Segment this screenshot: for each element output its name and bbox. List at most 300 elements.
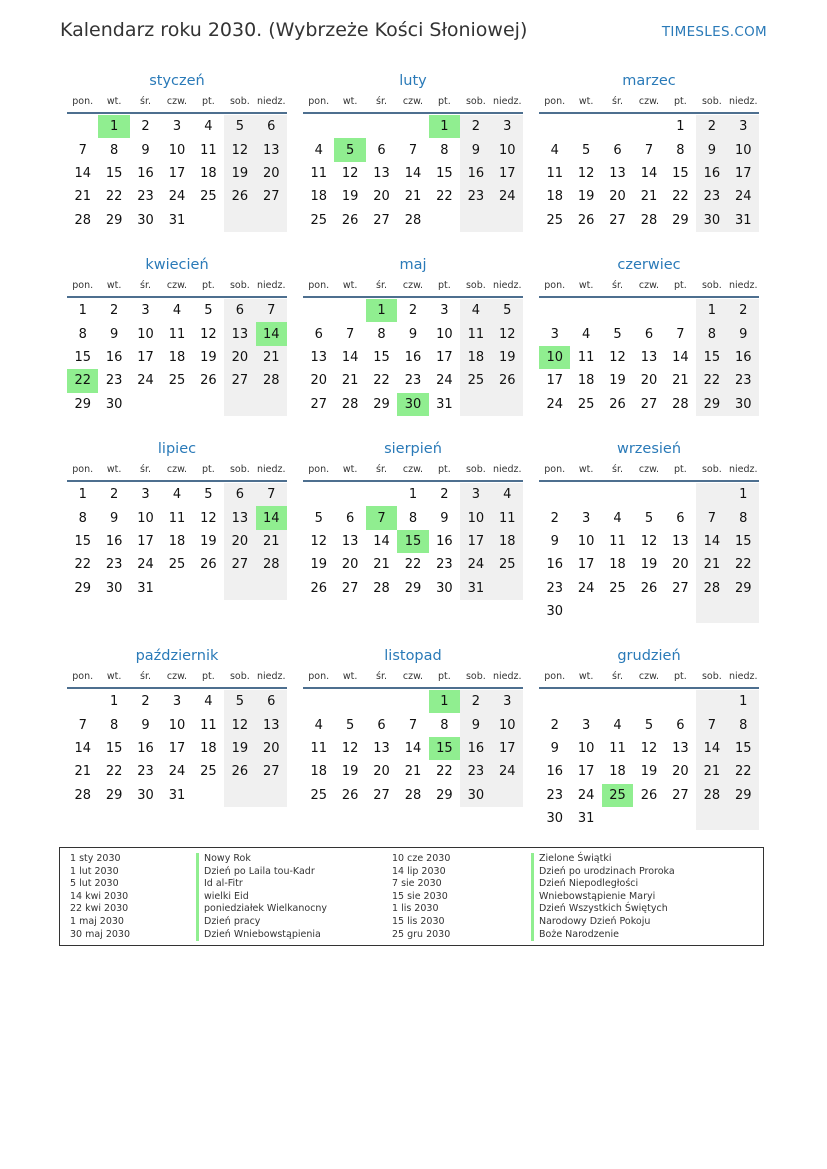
day-cell[interactable]: 12 xyxy=(341,740,359,756)
day-cell[interactable]: 21 xyxy=(341,373,359,389)
day-cell[interactable]: 11 xyxy=(546,165,563,181)
day-cell[interactable]: 9 xyxy=(460,138,491,161)
day-cell[interactable]: 19 xyxy=(224,737,255,760)
day-cell[interactable]: 21 xyxy=(696,760,727,783)
day-cell[interactable]: 29 xyxy=(728,577,759,600)
day-cell[interactable]: 15 xyxy=(429,737,460,760)
day-cell[interactable]: 30 xyxy=(728,393,759,416)
day-cell[interactable]: 7 xyxy=(256,483,287,506)
day-cell[interactable]: 8 xyxy=(676,142,685,158)
day-cell[interactable]: 4 xyxy=(204,694,213,710)
day-cell[interactable]: 25 xyxy=(609,580,626,596)
day-cell[interactable]: 30 xyxy=(696,209,727,232)
day-cell[interactable]: 28 xyxy=(256,553,287,576)
day-cell[interactable]: 1 xyxy=(696,299,727,322)
day-cell[interactable]: 1 xyxy=(78,303,87,319)
day-cell[interactable]: 15 xyxy=(728,530,759,553)
day-cell[interactable]: 13 xyxy=(373,740,390,756)
day-cell[interactable]: 28 xyxy=(404,787,422,803)
day-cell[interactable]: 20 xyxy=(256,162,287,185)
day-cell[interactable]: 10 xyxy=(137,510,154,526)
day-cell[interactable]: 22 xyxy=(74,557,91,573)
day-cell[interactable]: 3 xyxy=(492,115,523,138)
day-cell[interactable]: 27 xyxy=(373,787,390,803)
day-cell[interactable]: 8 xyxy=(377,326,386,342)
day-cell[interactable]: 18 xyxy=(200,740,217,756)
day-cell[interactable]: 21 xyxy=(404,764,422,780)
day-cell[interactable]: 12 xyxy=(577,165,595,181)
day-cell[interactable]: 3 xyxy=(492,690,523,713)
day-cell[interactable]: 12 xyxy=(224,138,255,161)
day-cell[interactable]: 24 xyxy=(728,185,759,208)
day-cell[interactable]: 22 xyxy=(373,373,390,389)
day-cell[interactable]: 7 xyxy=(78,717,87,733)
day-cell[interactable]: 1 xyxy=(728,690,759,713)
day-cell[interactable]: 6 xyxy=(676,717,685,733)
day-cell[interactable]: 3 xyxy=(141,487,150,503)
day-cell[interactable]: 29 xyxy=(728,784,759,807)
day-cell[interactable]: 4 xyxy=(613,717,622,733)
day-cell[interactable]: 5 xyxy=(644,510,654,526)
day-cell[interactable]: 26 xyxy=(577,212,595,228)
day-cell[interactable]: 23 xyxy=(728,369,759,392)
day-cell[interactable]: 25 xyxy=(492,553,523,576)
day-cell[interactable]: 6 xyxy=(644,326,654,342)
day-cell[interactable]: 29 xyxy=(105,787,123,803)
day-cell[interactable]: 5 xyxy=(345,717,355,733)
day-cell[interactable]: 13 xyxy=(609,165,626,181)
day-cell[interactable]: 28 xyxy=(74,212,91,228)
day-cell[interactable]: 1 xyxy=(728,483,759,506)
day-cell[interactable]: 14 xyxy=(404,740,422,756)
day-cell[interactable]: 10 xyxy=(168,717,186,733)
day-cell[interactable]: 23 xyxy=(546,580,563,596)
day-cell[interactable]: 14 xyxy=(341,349,359,365)
day-cell[interactable]: 21 xyxy=(404,189,422,205)
day-cell[interactable]: 17 xyxy=(168,740,186,756)
day-cell[interactable]: 9 xyxy=(141,142,150,158)
day-cell[interactable]: 6 xyxy=(256,115,287,138)
day-cell[interactable]: 25 xyxy=(546,212,563,228)
day-cell[interactable]: 26 xyxy=(640,580,658,596)
day-cell[interactable]: 9 xyxy=(728,322,759,345)
day-cell[interactable]: 24 xyxy=(137,557,154,573)
day-cell[interactable]: 8 xyxy=(728,506,759,529)
day-cell[interactable]: 10 xyxy=(492,138,523,161)
day-cell[interactable]: 15 xyxy=(436,165,453,181)
day-cell[interactable]: 2 xyxy=(460,115,491,138)
day-cell[interactable]: 24 xyxy=(168,764,186,780)
day-cell[interactable]: 16 xyxy=(546,557,563,573)
day-cell[interactable]: 27 xyxy=(672,787,689,803)
day-cell[interactable]: 7 xyxy=(345,326,355,342)
day-cell[interactable]: 14 xyxy=(696,530,727,553)
day-cell[interactable]: 30 xyxy=(460,784,491,807)
day-cell[interactable]: 11 xyxy=(609,533,626,549)
day-cell[interactable]: 18 xyxy=(168,349,186,365)
day-cell[interactable]: 13 xyxy=(341,533,359,549)
day-cell[interactable]: 4 xyxy=(172,487,182,503)
day-cell[interactable]: 5 xyxy=(314,510,323,526)
day-cell[interactable]: 24 xyxy=(577,580,595,596)
day-cell[interactable]: 3 xyxy=(581,717,591,733)
day-cell[interactable]: 18 xyxy=(546,189,563,205)
day-cell[interactable]: 21 xyxy=(74,189,91,205)
day-cell[interactable]: 7 xyxy=(256,299,287,322)
day-cell[interactable]: 12 xyxy=(310,533,327,549)
day-cell[interactable]: 19 xyxy=(341,764,359,780)
day-cell[interactable]: 6 xyxy=(224,483,255,506)
day-cell[interactable]: 6 xyxy=(676,510,685,526)
day-cell[interactable]: 23 xyxy=(105,373,123,389)
day-cell[interactable]: 13 xyxy=(672,533,689,549)
day-cell[interactable]: 16 xyxy=(728,346,759,369)
day-cell[interactable]: 3 xyxy=(141,303,150,319)
day-cell[interactable]: 11 xyxy=(492,506,523,529)
day-cell[interactable]: 7 xyxy=(408,717,418,733)
day-cell[interactable]: 15 xyxy=(373,349,390,365)
day-cell[interactable]: 12 xyxy=(224,713,255,736)
day-cell[interactable]: 13 xyxy=(672,740,689,756)
day-cell[interactable]: 18 xyxy=(310,189,327,205)
day-cell[interactable]: 1 xyxy=(429,115,460,138)
day-cell[interactable]: 8 xyxy=(78,510,87,526)
day-cell[interactable]: 31 xyxy=(460,577,491,600)
day-cell[interactable]: 22 xyxy=(67,369,98,392)
day-cell[interactable]: 15 xyxy=(397,530,428,553)
day-cell[interactable]: 11 xyxy=(310,740,327,756)
day-cell[interactable]: 10 xyxy=(577,533,595,549)
day-cell[interactable]: 8 xyxy=(109,142,119,158)
day-cell[interactable]: 23 xyxy=(460,760,491,783)
day-cell[interactable]: 16 xyxy=(137,740,154,756)
day-cell[interactable]: 2 xyxy=(141,119,150,135)
day-cell[interactable]: 23 xyxy=(460,185,491,208)
day-cell[interactable]: 19 xyxy=(200,349,217,365)
day-cell[interactable]: 25 xyxy=(200,764,217,780)
day-cell[interactable]: 26 xyxy=(492,369,523,392)
day-cell[interactable]: 6 xyxy=(377,142,386,158)
day-cell[interactable]: 18 xyxy=(310,764,327,780)
day-cell[interactable]: 29 xyxy=(105,212,123,228)
day-cell[interactable]: 8 xyxy=(109,717,119,733)
day-cell[interactable]: 8 xyxy=(440,717,449,733)
day-cell[interactable]: 19 xyxy=(341,189,359,205)
day-cell[interactable]: 27 xyxy=(310,396,327,412)
day-cell[interactable]: 17 xyxy=(492,737,523,760)
day-cell[interactable]: 15 xyxy=(728,737,759,760)
day-cell[interactable]: 14 xyxy=(74,165,91,181)
day-cell[interactable]: 4 xyxy=(460,299,491,322)
day-cell[interactable]: 18 xyxy=(609,557,626,573)
day-cell[interactable]: 14 xyxy=(696,737,727,760)
day-cell[interactable]: 25 xyxy=(602,784,633,807)
day-cell[interactable]: 4 xyxy=(314,717,323,733)
day-cell[interactable]: 9 xyxy=(109,510,119,526)
day-cell[interactable]: 25 xyxy=(310,212,327,228)
day-cell[interactable]: 9 xyxy=(109,326,119,342)
day-cell[interactable]: 18 xyxy=(168,533,186,549)
day-cell[interactable]: 7 xyxy=(408,142,418,158)
day-cell[interactable]: 28 xyxy=(256,369,287,392)
day-cell[interactable]: 18 xyxy=(460,346,491,369)
day-cell[interactable]: 17 xyxy=(436,349,453,365)
day-cell[interactable]: 5 xyxy=(204,303,213,319)
day-cell[interactable]: 4 xyxy=(314,142,323,158)
day-cell[interactable]: 3 xyxy=(581,510,591,526)
day-cell[interactable]: 8 xyxy=(728,713,759,736)
day-cell[interactable]: 7 xyxy=(644,142,654,158)
day-cell[interactable]: 24 xyxy=(137,373,154,389)
day-cell[interactable]: 21 xyxy=(696,553,727,576)
day-cell[interactable]: 17 xyxy=(137,533,154,549)
day-cell[interactable]: 19 xyxy=(640,557,658,573)
day-cell[interactable]: 4 xyxy=(550,142,559,158)
day-cell[interactable]: 24 xyxy=(492,185,523,208)
day-cell[interactable]: 8 xyxy=(696,322,727,345)
day-cell[interactable]: 16 xyxy=(105,349,123,365)
day-cell[interactable]: 2 xyxy=(141,694,150,710)
day-cell[interactable]: 10 xyxy=(728,138,759,161)
day-cell[interactable]: 1 xyxy=(98,115,129,138)
day-cell[interactable]: 29 xyxy=(672,212,689,228)
day-cell[interactable]: 9 xyxy=(440,510,449,526)
day-cell[interactable]: 23 xyxy=(546,787,563,803)
day-cell[interactable]: 1 xyxy=(109,694,119,710)
day-cell[interactable]: 27 xyxy=(341,580,359,596)
day-cell[interactable]: 5 xyxy=(613,326,622,342)
day-cell[interactable]: 15 xyxy=(672,165,689,181)
day-cell[interactable]: 5 xyxy=(204,487,213,503)
day-cell[interactable]: 28 xyxy=(672,396,689,412)
day-cell[interactable]: 21 xyxy=(256,530,287,553)
day-cell[interactable]: 11 xyxy=(200,717,217,733)
day-cell[interactable]: 8 xyxy=(408,510,418,526)
day-cell[interactable]: 16 xyxy=(546,764,563,780)
day-cell[interactable]: 2 xyxy=(550,510,559,526)
day-cell[interactable]: 17 xyxy=(546,373,563,389)
day-cell[interactable]: 31 xyxy=(137,580,154,596)
day-cell[interactable]: 20 xyxy=(341,557,359,573)
day-cell[interactable]: 16 xyxy=(404,349,422,365)
day-cell[interactable]: 29 xyxy=(373,396,390,412)
day-cell[interactable]: 27 xyxy=(256,185,287,208)
day-cell[interactable]: 17 xyxy=(577,764,595,780)
day-cell[interactable]: 9 xyxy=(408,326,418,342)
day-cell[interactable]: 11 xyxy=(609,740,626,756)
day-cell[interactable]: 10 xyxy=(436,326,453,342)
day-cell[interactable]: 23 xyxy=(696,185,727,208)
day-cell[interactable]: 31 xyxy=(577,811,595,827)
day-cell[interactable]: 29 xyxy=(74,580,91,596)
day-cell[interactable]: 7 xyxy=(366,506,397,529)
day-cell[interactable]: 5 xyxy=(224,690,255,713)
day-cell[interactable]: 27 xyxy=(224,369,255,392)
day-cell[interactable]: 4 xyxy=(613,510,622,526)
day-cell[interactable]: 2 xyxy=(109,487,119,503)
day-cell[interactable]: 30 xyxy=(105,580,123,596)
day-cell[interactable]: 11 xyxy=(310,165,327,181)
day-cell[interactable]: 20 xyxy=(609,189,626,205)
day-cell[interactable]: 26 xyxy=(341,212,359,228)
day-cell[interactable]: 20 xyxy=(256,737,287,760)
day-cell[interactable]: 5 xyxy=(224,115,255,138)
day-cell[interactable]: 30 xyxy=(546,604,563,620)
day-cell[interactable]: 29 xyxy=(436,787,453,803)
day-cell[interactable]: 13 xyxy=(373,165,390,181)
day-cell[interactable]: 9 xyxy=(550,533,559,549)
day-cell[interactable]: 7 xyxy=(78,142,87,158)
day-cell[interactable]: 7 xyxy=(676,326,685,342)
day-cell[interactable]: 11 xyxy=(168,326,186,342)
day-cell[interactable]: 20 xyxy=(672,557,689,573)
day-cell[interactable]: 3 xyxy=(172,694,182,710)
day-cell[interactable]: 22 xyxy=(404,557,422,573)
day-cell[interactable]: 6 xyxy=(314,326,323,342)
day-cell[interactable]: 10 xyxy=(460,506,491,529)
day-cell[interactable]: 14 xyxy=(640,165,658,181)
day-cell[interactable]: 24 xyxy=(492,760,523,783)
day-cell[interactable]: 2 xyxy=(460,690,491,713)
day-cell[interactable]: 1 xyxy=(78,487,87,503)
day-cell[interactable]: 8 xyxy=(78,326,87,342)
day-cell[interactable]: 12 xyxy=(492,322,523,345)
day-cell[interactable]: 2 xyxy=(728,299,759,322)
day-cell[interactable]: 29 xyxy=(696,393,727,416)
day-cell[interactable]: 26 xyxy=(224,185,255,208)
day-cell[interactable]: 3 xyxy=(460,483,491,506)
day-cell[interactable]: 16 xyxy=(696,162,727,185)
day-cell[interactable]: 14 xyxy=(672,349,689,365)
day-cell[interactable]: 24 xyxy=(436,373,453,389)
day-cell[interactable]: 10 xyxy=(168,142,186,158)
day-cell[interactable]: 22 xyxy=(728,760,759,783)
day-cell[interactable]: 1 xyxy=(366,299,397,322)
day-cell[interactable]: 6 xyxy=(256,690,287,713)
day-cell[interactable]: 13 xyxy=(640,349,658,365)
day-cell[interactable]: 16 xyxy=(105,533,123,549)
day-cell[interactable]: 21 xyxy=(373,557,390,573)
day-cell[interactable]: 27 xyxy=(640,396,658,412)
day-cell[interactable]: 3 xyxy=(440,303,449,319)
day-cell[interactable]: 2 xyxy=(550,717,559,733)
day-cell[interactable]: 27 xyxy=(672,580,689,596)
day-cell[interactable]: 21 xyxy=(672,373,689,389)
day-cell[interactable]: 9 xyxy=(141,717,150,733)
day-cell[interactable]: 23 xyxy=(137,764,154,780)
day-cell[interactable]: 24 xyxy=(577,787,595,803)
day-cell[interactable]: 18 xyxy=(200,165,217,181)
day-cell[interactable]: 28 xyxy=(74,787,91,803)
day-cell[interactable]: 18 xyxy=(577,373,595,389)
day-cell[interactable]: 29 xyxy=(74,396,91,412)
day-cell[interactable]: 2 xyxy=(408,303,418,319)
day-cell[interactable]: 6 xyxy=(345,510,355,526)
day-cell[interactable]: 17 xyxy=(137,349,154,365)
day-cell[interactable]: 26 xyxy=(640,787,658,803)
day-cell[interactable]: 31 xyxy=(728,209,759,232)
day-cell[interactable]: 28 xyxy=(341,396,359,412)
day-cell[interactable]: 2 xyxy=(109,303,119,319)
day-cell[interactable]: 31 xyxy=(168,212,186,228)
day-cell[interactable]: 10 xyxy=(137,326,154,342)
day-cell[interactable]: 26 xyxy=(200,373,217,389)
day-cell[interactable]: 19 xyxy=(310,557,327,573)
day-cell[interactable]: 30 xyxy=(546,811,563,827)
day-cell[interactable]: 25 xyxy=(168,557,186,573)
day-cell[interactable]: 17 xyxy=(168,165,186,181)
day-cell[interactable]: 21 xyxy=(640,189,658,205)
day-cell[interactable]: 6 xyxy=(613,142,622,158)
day-cell[interactable]: 25 xyxy=(577,396,595,412)
day-cell[interactable]: 9 xyxy=(460,713,491,736)
day-cell[interactable]: 12 xyxy=(200,510,217,526)
day-cell[interactable]: 20 xyxy=(310,373,327,389)
day-cell[interactable]: 19 xyxy=(224,162,255,185)
day-cell[interactable]: 7 xyxy=(696,713,727,736)
day-cell[interactable]: 20 xyxy=(640,373,658,389)
day-cell[interactable]: 14 xyxy=(373,533,390,549)
day-cell[interactable]: 11 xyxy=(168,510,186,526)
day-cell[interactable]: 4 xyxy=(581,326,591,342)
day-cell[interactable]: 15 xyxy=(105,740,123,756)
day-cell[interactable]: 11 xyxy=(577,349,595,365)
day-cell[interactable]: 23 xyxy=(105,557,123,573)
day-cell[interactable]: 25 xyxy=(460,369,491,392)
day-cell[interactable]: 3 xyxy=(550,326,559,342)
day-cell[interactable]: 25 xyxy=(200,189,217,205)
day-cell[interactable]: 21 xyxy=(74,764,91,780)
day-cell[interactable]: 24 xyxy=(546,396,563,412)
day-cell[interactable]: 12 xyxy=(640,740,658,756)
day-cell[interactable]: 15 xyxy=(696,346,727,369)
day-cell[interactable]: 20 xyxy=(672,764,689,780)
day-cell[interactable]: 26 xyxy=(609,396,626,412)
day-cell[interactable]: 1 xyxy=(676,119,685,135)
day-cell[interactable]: 22 xyxy=(436,189,453,205)
day-cell[interactable]: 23 xyxy=(404,373,422,389)
day-cell[interactable]: 13 xyxy=(224,506,255,529)
day-cell[interactable]: 2 xyxy=(696,115,727,138)
day-cell[interactable]: 28 xyxy=(696,784,727,807)
day-cell[interactable]: 30 xyxy=(105,396,123,412)
day-cell[interactable]: 25 xyxy=(310,787,327,803)
day-cell[interactable]: 22 xyxy=(436,764,453,780)
day-cell[interactable]: 22 xyxy=(672,189,689,205)
day-cell[interactable]: 4 xyxy=(172,303,182,319)
day-cell[interactable]: 26 xyxy=(310,580,327,596)
day-cell[interactable]: 12 xyxy=(341,165,359,181)
day-cell[interactable]: 16 xyxy=(436,533,453,549)
day-cell[interactable]: 1 xyxy=(429,690,460,713)
day-cell[interactable]: 16 xyxy=(460,162,491,185)
day-cell[interactable]: 30 xyxy=(137,787,154,803)
day-cell[interactable]: 28 xyxy=(696,577,727,600)
day-cell[interactable]: 22 xyxy=(105,764,123,780)
day-cell[interactable]: 7 xyxy=(696,506,727,529)
day-cell[interactable]: 6 xyxy=(377,717,386,733)
day-cell[interactable]: 14 xyxy=(404,165,422,181)
day-cell[interactable]: 23 xyxy=(137,189,154,205)
day-cell[interactable]: 19 xyxy=(609,373,626,389)
day-cell[interactable]: 5 xyxy=(644,717,654,733)
day-cell[interactable]: 6 xyxy=(224,299,255,322)
day-cell[interactable]: 26 xyxy=(200,557,217,573)
day-cell[interactable]: 17 xyxy=(492,162,523,185)
day-cell[interactable]: 20 xyxy=(224,346,255,369)
day-cell[interactable]: 9 xyxy=(696,138,727,161)
day-cell[interactable]: 20 xyxy=(224,530,255,553)
